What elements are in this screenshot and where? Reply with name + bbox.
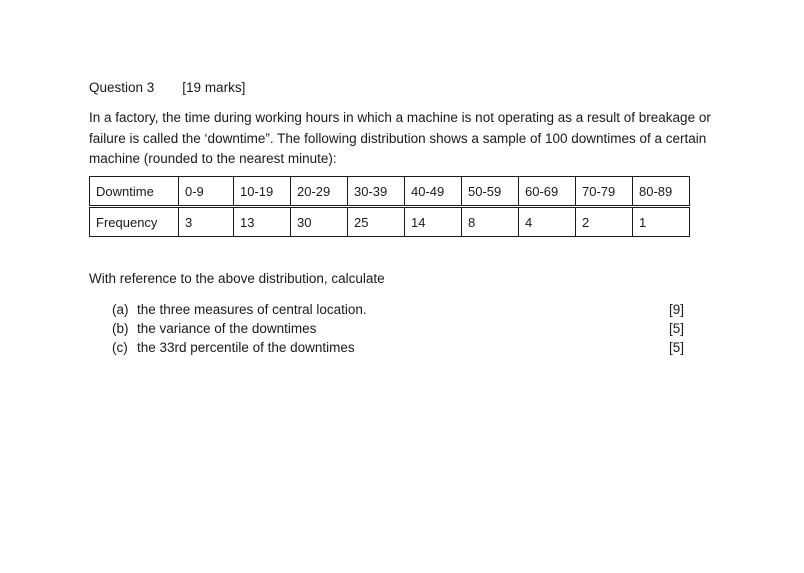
frequency-cell: 4 [519, 208, 576, 237]
question-heading [89, 80, 245, 95]
part-letter: (a) [112, 302, 129, 317]
class-cell: 30-39 [348, 177, 405, 206]
question-marks: [19 marks] [182, 80, 246, 95]
class-cell: 40-49 [405, 177, 462, 206]
downtime-row [90, 177, 690, 206]
part-text: the variance of the downtimes [137, 321, 317, 336]
frequency-cell: 2 [576, 208, 633, 237]
part-marks: [5] [668, 340, 684, 355]
frequency-cell: 13 [234, 208, 291, 237]
part-text: the three measures of central location. [137, 302, 367, 317]
frequency-cell: 30 [291, 208, 348, 237]
frequency-cell: 25 [348, 208, 405, 237]
row-header-frequency: Frequency [90, 208, 179, 237]
frequency-cell: 8 [462, 208, 519, 237]
frequency-cell: 1 [633, 208, 690, 237]
part-marks: [5] [668, 321, 684, 336]
class-cell: 10-19 [234, 177, 291, 206]
frequency-cell: 14 [405, 208, 462, 237]
part-b [112, 319, 684, 338]
frequency-cell: 3 [179, 208, 234, 237]
class-cell: 70-79 [576, 177, 633, 206]
class-cell: 50-59 [462, 177, 519, 206]
question-parts [112, 300, 684, 357]
question-title: Question 3 [89, 80, 155, 95]
part-marks: [9] [668, 302, 684, 317]
class-cell: 20-29 [291, 177, 348, 206]
intro-paragraph: In a factory, the time during working hours in which a machine is not operating as a result of breakage or failure is called the ‘downtime”. The following distribution shows a sample of 100 downtimes of a certain machine (rounded to the nearest minute): [89, 110, 711, 166]
part-letter: (b) [112, 321, 129, 336]
part-text: the 33rd percentile of the downtimes [137, 340, 355, 355]
class-cell: 60-69 [519, 177, 576, 206]
distribution-table [89, 176, 690, 237]
part-c [112, 338, 684, 357]
row-header-downtime: Downtime [90, 177, 179, 206]
part-a [112, 300, 684, 319]
part-letter: (c) [112, 340, 128, 355]
class-cell: 0-9 [179, 177, 234, 206]
calculate-prompt: With reference to the above distribution, calculate [89, 271, 385, 286]
class-cell: 80-89 [633, 177, 690, 206]
frequency-row [90, 208, 690, 237]
